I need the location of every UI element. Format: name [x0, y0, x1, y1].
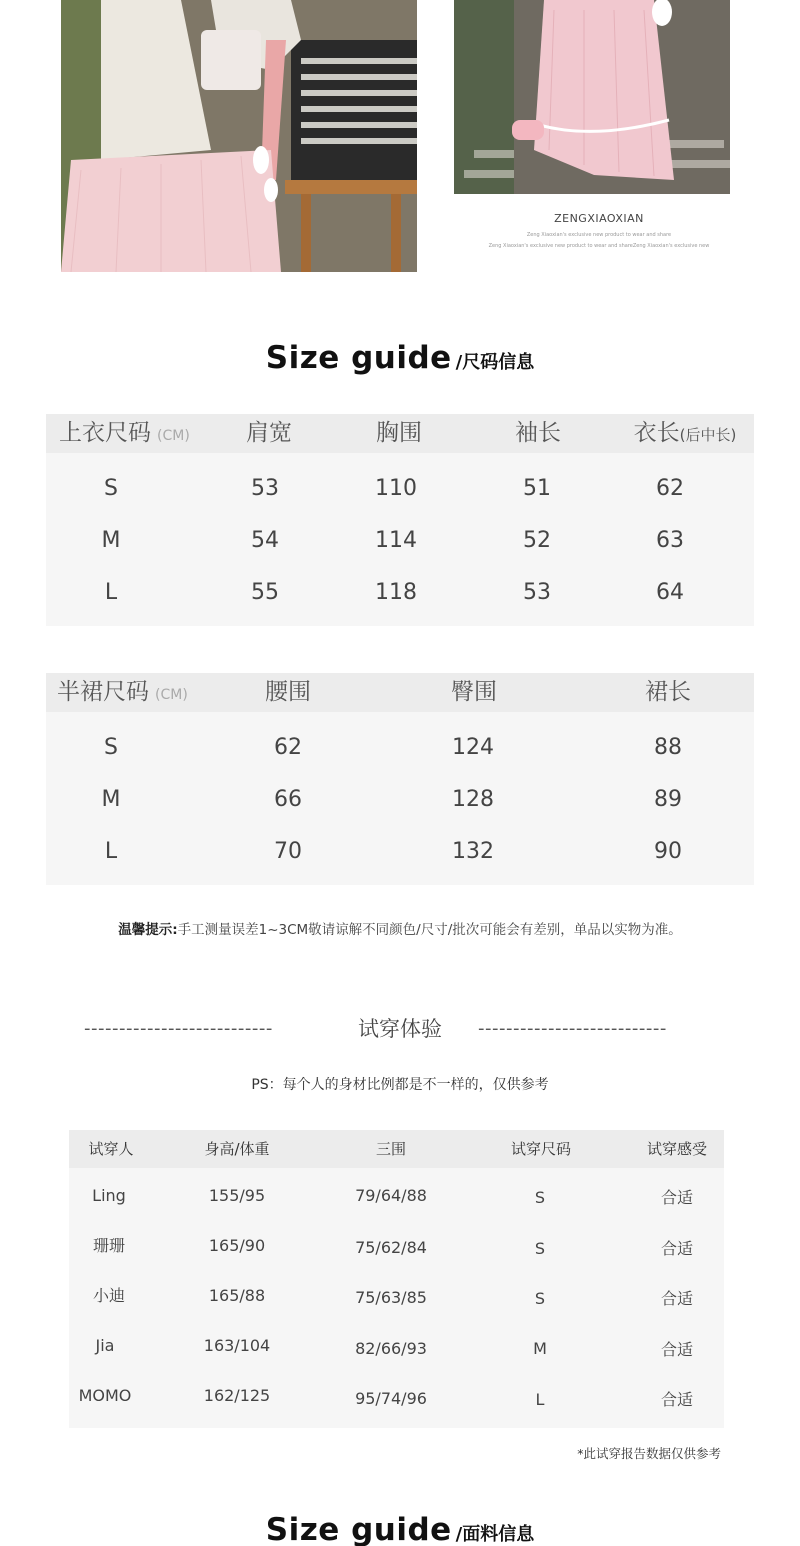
- dash-divider-left: ---------------------------: [84, 1018, 273, 1039]
- size-cell: M: [101, 787, 121, 812]
- skirt-length-cell: 89: [654, 787, 682, 812]
- length-cell: 63: [656, 528, 684, 553]
- tryon-section-title: [0, 1014, 800, 1044]
- tried-size-cell: L: [535, 1390, 545, 1409]
- size-cell: S: [104, 735, 118, 760]
- skirt-size-rows: [46, 712, 754, 878]
- chest-cell: 114: [375, 528, 417, 553]
- measurement-tip: [0, 918, 800, 938]
- header-hip: 臀围: [451, 679, 497, 705]
- tried-size-cell: S: [534, 1289, 546, 1308]
- top-size-table: [46, 414, 754, 626]
- brand-tagline-2: Zeng Xiaoxian's exclusive new product to wear and shareZeng Xiaoxian's exclusive new: [488, 243, 710, 249]
- fit-cell: 合适: [660, 1390, 694, 1409]
- header-skirt-size-label: 半裙尺码: [57, 679, 149, 705]
- measurements-cell: 82/66/93: [355, 1339, 427, 1358]
- brand-tagline-1: Zeng Xiaoxian's exclusive new product to wear and share: [526, 232, 672, 238]
- height-weight-cell: 165/88: [208, 1286, 266, 1305]
- header-skirt-size: [57, 673, 188, 712]
- skirt-length-cell: 90: [654, 839, 682, 864]
- header-length-note: (后中长): [679, 426, 737, 444]
- size-cell: S: [104, 476, 118, 501]
- fabric-guide-title-sub: /面料信息: [455, 1524, 535, 1545]
- table-row: [46, 567, 754, 619]
- length-cell: 64: [656, 580, 684, 605]
- measurements-cell: 75/63/85: [355, 1288, 427, 1307]
- skirt-size-table: [46, 673, 754, 885]
- table-row: [46, 463, 754, 515]
- header-length-label: 衣长: [633, 420, 680, 446]
- tester-cell: Jia: [95, 1336, 115, 1355]
- table-row: [69, 1374, 724, 1424]
- size-cell: L: [104, 580, 118, 605]
- tip-label: 温馨提示:: [118, 922, 178, 938]
- header-fit-feeling: 试穿感受: [646, 1140, 708, 1158]
- table-row: [69, 1224, 724, 1274]
- tester-cell: 珊珊: [92, 1236, 126, 1255]
- size-cell: M: [101, 528, 121, 553]
- header-shoulder: 肩宽: [246, 420, 292, 446]
- tryon-title-label: 试穿体验: [358, 1017, 442, 1041]
- header-length: [634, 414, 737, 453]
- size-cell: L: [104, 839, 118, 864]
- length-cell: 62: [656, 476, 684, 501]
- table-row: [46, 515, 754, 567]
- header-height-weight: 身高/体重: [204, 1140, 270, 1158]
- sleeve-cell: 51: [523, 476, 551, 501]
- header-unit: (CM): [155, 687, 188, 703]
- tryon-ps-note: PS：每个人的身材比例都是不一样的，仅供参考: [251, 1077, 549, 1093]
- shoulder-cell: 55: [251, 580, 279, 605]
- measurements-cell: 95/74/96: [355, 1389, 427, 1408]
- header-tester: 试穿人: [88, 1140, 134, 1158]
- header-measurements: 三围: [375, 1140, 407, 1158]
- shoulder-cell: 54: [251, 528, 279, 553]
- shoulder-cell: 53: [251, 476, 279, 501]
- sleeve-cell: 53: [523, 580, 551, 605]
- waist-cell: 62: [274, 735, 302, 760]
- skirt-size-table-header: [46, 673, 754, 712]
- tried-size-cell: M: [533, 1339, 547, 1358]
- header-tried-size: 试穿尺码: [510, 1140, 572, 1158]
- height-weight-cell: 162/125: [203, 1386, 271, 1405]
- tried-size-cell: S: [534, 1239, 546, 1258]
- top-size-table-header: [46, 414, 754, 453]
- product-photo-left: [61, 0, 417, 272]
- height-weight-cell: 155/95: [208, 1186, 266, 1205]
- fabric-guide-title: [0, 1512, 800, 1546]
- header-chest: 胸围: [376, 420, 422, 446]
- tester-cell: Ling: [92, 1186, 126, 1205]
- tryon-rows: [69, 1168, 724, 1424]
- header-waist: 腰围: [265, 679, 311, 705]
- height-weight-cell: 163/104: [203, 1336, 271, 1355]
- sleeve-cell: 52: [523, 528, 551, 553]
- chest-cell: 118: [375, 580, 417, 605]
- photo-right-illustration: [454, 0, 730, 194]
- tester-cell: MOMO: [78, 1386, 132, 1405]
- fabric-guide-title-main: Size guide: [265, 1512, 452, 1546]
- header-unit: (CM): [157, 428, 190, 444]
- header-top-size: [59, 414, 190, 453]
- measurements-cell: 75/62/84: [355, 1238, 427, 1257]
- size-guide-title: [0, 340, 800, 376]
- skirt-length-cell: 88: [654, 735, 682, 760]
- header-top-size-label: 上衣尺码: [59, 420, 151, 446]
- tip-text: 手工测量误差1~3CM敬请谅解不同颜色/尺寸/批次可能会有差别，单品以实物为准。: [177, 922, 682, 938]
- fit-cell: 合适: [660, 1239, 694, 1258]
- table-row: [69, 1274, 724, 1324]
- fit-cell: 合适: [660, 1289, 694, 1308]
- waist-cell: 70: [274, 839, 302, 864]
- tester-cell: 小迪: [92, 1286, 126, 1305]
- size-guide-title-main: Size guide: [265, 340, 452, 376]
- chest-cell: 110: [375, 476, 417, 501]
- waist-cell: 66: [274, 787, 302, 812]
- header-skirt-length: 裙长: [645, 679, 691, 705]
- table-row: [69, 1324, 724, 1374]
- table-row: [46, 722, 754, 774]
- hip-cell: 128: [452, 787, 494, 812]
- fit-cell: 合适: [660, 1340, 694, 1359]
- tried-size-cell: S: [534, 1188, 546, 1207]
- tryon-table-header: [69, 1130, 724, 1168]
- size-guide-title-sub: /尺码信息: [455, 352, 535, 373]
- header-sleeve: 袖长: [515, 420, 561, 446]
- dash-divider-right: ---------------------------: [478, 1018, 667, 1039]
- table-row: [46, 826, 754, 878]
- tryon-report-note: *此试穿报告数据仅供参考: [577, 1446, 721, 1461]
- product-photo-right: [454, 0, 730, 194]
- top-size-rows: [46, 453, 754, 619]
- fit-cell: 合适: [660, 1188, 694, 1207]
- hip-cell: 132: [452, 839, 494, 864]
- photo-left-illustration: [61, 0, 417, 272]
- measurements-cell: 79/64/88: [355, 1186, 427, 1205]
- height-weight-cell: 165/90: [208, 1236, 266, 1255]
- table-row: [46, 774, 754, 826]
- brand-name: ZENGXIAOXIAN: [554, 212, 644, 225]
- table-row: [69, 1174, 724, 1224]
- tryon-table: [69, 1130, 724, 1428]
- hip-cell: 124: [452, 735, 494, 760]
